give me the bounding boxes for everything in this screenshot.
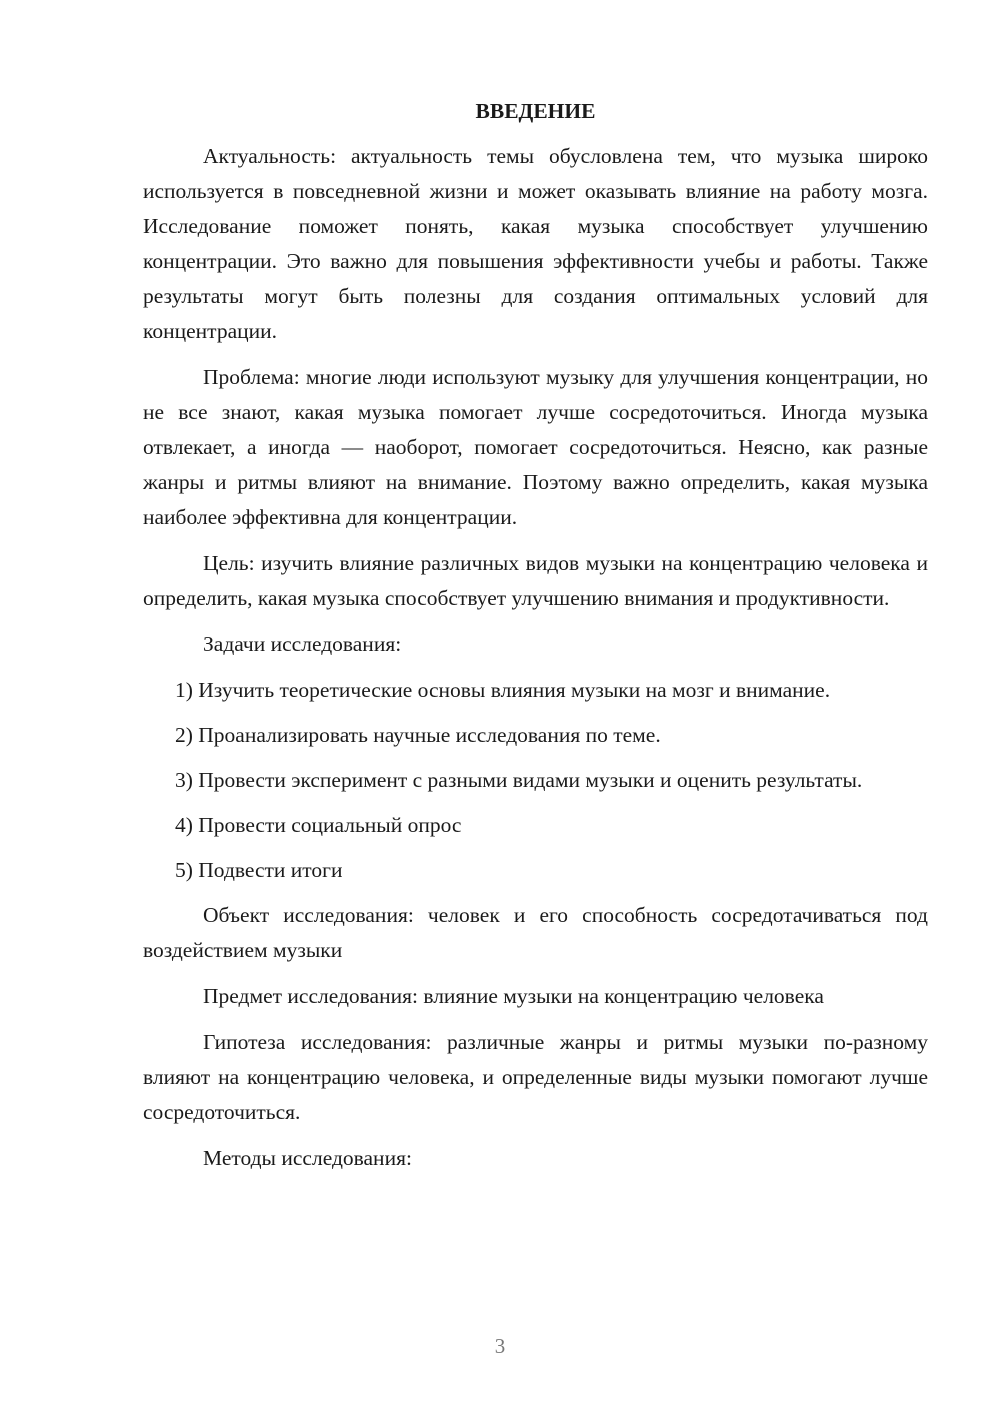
page-number: 3 <box>494 1334 506 1358</box>
task-item-3: 3) Провести эксперимент с разными видами музыки и оценить результаты. <box>175 768 863 792</box>
paragraph-problem: Проблема: многие люди используют музыку для улучшения концентрации, но не все знают, какая музыка помогает лучше сосредоточиться. Иногда музыка отвлекает, а иногда — наоборот, помогает сосредоточиться. Неясно, как разные жанры и ритмы влияют на внимание. Поэтому важно определить, какая музыка наиболее эффективна для концентрации. <box>143 365 928 529</box>
document-page <box>143 94 928 1187</box>
paragraph-hypothesis: Гипотеза исследования: различные жанры и ритмы музыки по-разному влияют на концентрацию человека, и определенные виды музыки помогают лучше сосредоточиться. <box>143 1030 928 1124</box>
task-item-5: 5) Подвести итоги <box>175 858 343 882</box>
task-item-4: 4) Провести социальный опрос <box>175 813 462 837</box>
task-item-2: 2) Проанализировать научные исследования по теме. <box>175 723 661 747</box>
paragraph-subject: Предмет исследования: влияние музыки на концентрацию человека <box>203 984 824 1008</box>
section-title: ВВЕДЕНИЕ <box>475 99 596 123</box>
paragraph-object: Объект исследования: человек и его способность сосредотачиваться под воздействием музыки <box>143 903 928 962</box>
task-item-1: 1) Изучить теоретические основы влияния музыки на мозг и внимание. <box>175 678 831 702</box>
paragraph-goal: Цель: изучить влияние различных видов музыки на концентрацию человека и определить, какая музыка способствует улучшению внимания и продуктивности. <box>143 551 928 610</box>
paragraph-relevance: Актуальность: актуальность темы обусловлена тем, что музыка широко используется в повседневной жизни и может оказывать влияние на работу мозга. Исследование поможет понять, какая музыка способствует улучшению концентрации. Это важно для повышения эффективности учебы и работы. Также результаты могут быть полезны для создания оптимальных условий для концентрации. <box>143 144 928 343</box>
methods-heading: Методы исследования: <box>203 1146 412 1170</box>
tasks-heading: Задачи исследования: <box>203 632 402 656</box>
